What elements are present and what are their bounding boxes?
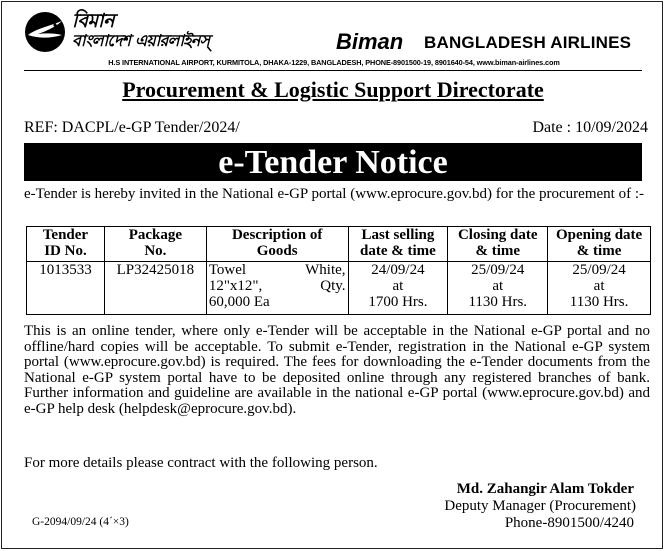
header-closing: Closing date & time xyxy=(448,227,548,262)
brand-name: Biman xyxy=(336,29,404,54)
table-row xyxy=(27,262,651,315)
cell-description: Towel White, 12"x12", Qty. 60,000 Ea xyxy=(206,262,348,315)
instructions-paragraph: This is an online tender, where only e-Tender will be acceptable in the National e-GP portal and no offline/hard copies will be acceptable. To submit e-Tender, registration in the National e-GP system portal (www.eprocure.gov.bd) is required. The fees for downloading the e-Tender documents from the National e-GP system portal have to be deposited online through any registered branches of bank. Further information and guideline are available in the national e-GP portal (www.eprocure.gov.bd) and e-GP help desk (helpdesk@eprocure.gov.bd). xyxy=(24,323,650,417)
cell-last-selling: 24/09/24 at 1700 Hrs. xyxy=(348,262,448,315)
header-last-selling: Last selling date & time xyxy=(348,227,448,262)
header-tender-id: Tender ID No. xyxy=(27,227,105,262)
header-description: Description of Goods xyxy=(206,227,348,262)
cell-tender-id: 1013533 xyxy=(27,262,105,315)
bengali-name-line2: বাংলাদেশ এয়ারলাইনস্ xyxy=(72,31,210,50)
letterhead xyxy=(24,8,654,66)
tender-notice-page xyxy=(1,1,663,549)
reference-number: REF: DACPL/e-GP Tender/2024/ xyxy=(24,119,240,136)
directorate-title: Procurement & Logistic Support Directorate xyxy=(122,77,544,102)
signatory-name: Md. Zahangir Alam Tokder xyxy=(456,481,634,497)
signatory-phone: Phone-8901500/4240 xyxy=(504,515,634,531)
header-rule xyxy=(24,70,642,71)
cell-package: LP32425018 xyxy=(104,262,206,315)
brand-suffix: BANGLADESH AIRLINES xyxy=(424,33,632,52)
address-line: H.S INTERNATIONAL AIRPORT, KURMITOLA, DHAKA-1229, BANGLADESH, PHONE-8901500-19, 8901640-54, www.biman-airlines.com xyxy=(108,58,560,67)
header-opening: Opening date & time xyxy=(548,227,651,262)
header-package: Package No. xyxy=(104,227,206,262)
biman-stork-logo-icon xyxy=(24,11,66,53)
notice-date: Date : 10/09/2024 xyxy=(532,119,648,136)
table-header-row xyxy=(27,227,651,262)
signatory-title: Deputy Manager (Procurement) xyxy=(444,498,636,514)
notice-banner-title: e-Tender Notice xyxy=(218,144,448,181)
contact-line: For more details please contract with the following person. xyxy=(24,455,378,471)
cell-opening: 25/09/24 at 1130 Hrs. xyxy=(548,262,651,315)
tender-table xyxy=(26,226,651,315)
cell-closing: 25/09/24 at 1130 Hrs. xyxy=(448,262,548,315)
intro-paragraph: e-Tender is hereby invited in the National e-GP portal (www.eprocure.gov.bd) for the procurement of :- xyxy=(24,186,644,202)
bengali-name-line1: বিমান xyxy=(72,10,114,32)
ad-code: G-2094/09/24 (4´×3) xyxy=(32,516,129,528)
